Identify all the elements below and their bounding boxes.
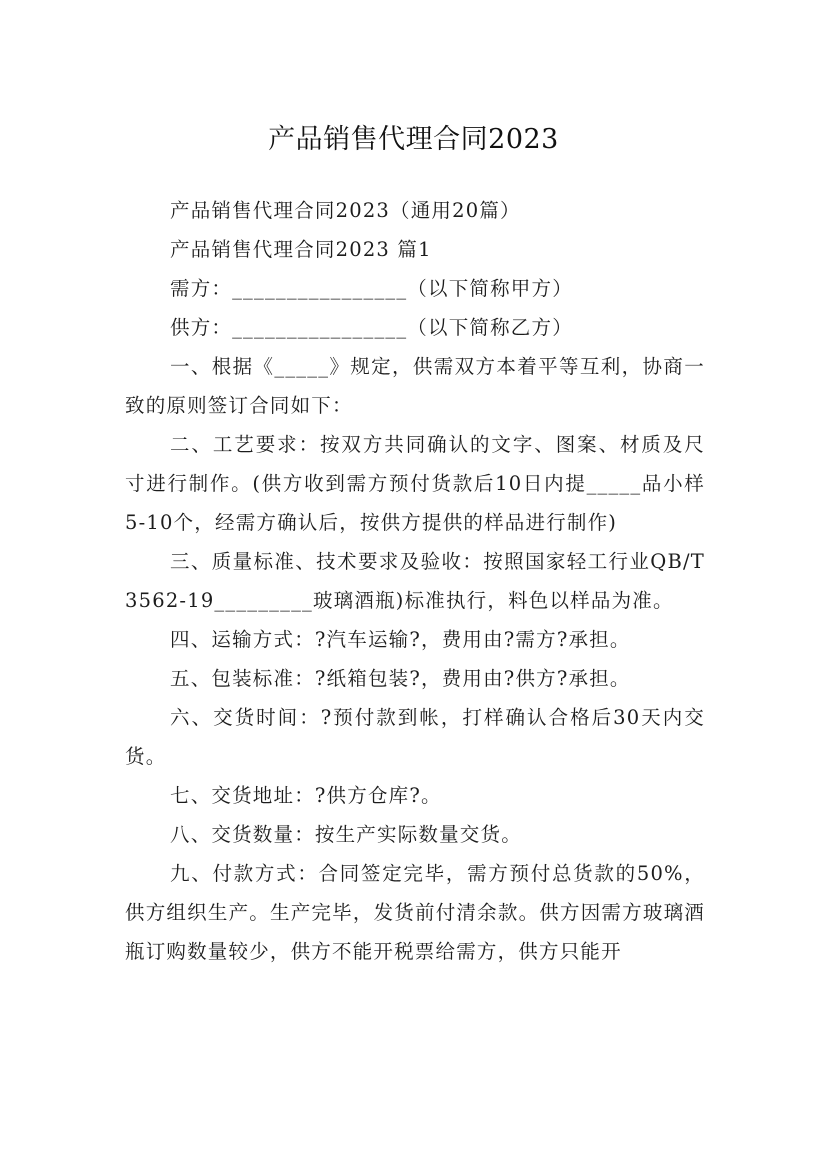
paragraph-supplier: 供方：________________（以下简称乙方） xyxy=(170,316,573,339)
paragraph-clause-5: 五、包装标准：?纸箱包装?，费用由?供方?承担。 xyxy=(170,667,631,690)
paragraph-subtitle: 产品销售代理合同2023（通用20篇） xyxy=(170,199,521,222)
paragraph-clause-4: 四、运输方式：?汽车运输?，费用由?需方?承担。 xyxy=(170,628,631,651)
document-title: 产品销售代理合同2023 xyxy=(268,124,559,156)
paragraph-clause-1: 一、根据《_____》规定，供需双方本着平等互利，协商一致的原则签订合同如下： xyxy=(125,355,705,417)
paragraph-clause-2: 二、工艺要求：按双方共同确认的文字、图案、材质及尺寸进行制作。(供方收到需方预付货款后10日内提_____品小样5-10个，经需方确认后，按供方提供的样品进行制作) xyxy=(125,433,705,534)
paragraph-buyer: 需方：________________（以下简称甲方） xyxy=(170,277,573,300)
paragraph-clause-6: 六、交货时间：?预付款到帐，打样确认合格后30天内交货。 xyxy=(125,706,705,768)
paragraph-section-heading: 产品销售代理合同2023 篇1 xyxy=(170,238,432,261)
paragraph-clause-8: 八、交货数量：按生产实际数量交货。 xyxy=(170,823,522,846)
paragraph-clause-7: 七、交货地址：?供方仓库?。 xyxy=(170,784,442,807)
document-body xyxy=(125,191,705,971)
paragraph-clause-9: 九、付款方式：合同签定完毕，需方预付总货款的50%，供方组织生产。生产完毕，发货前付清余款。供方因需方玻璃酒瓶订购数量较少，供方不能开税票给需方，供方只能开 xyxy=(125,862,705,963)
paragraph-clause-3: 三、质量标准、技术要求及验收：按照国家轻工行业QB/T3562-19_________玻璃酒瓶)标准执行，料色以样品为准。 xyxy=(125,550,705,612)
